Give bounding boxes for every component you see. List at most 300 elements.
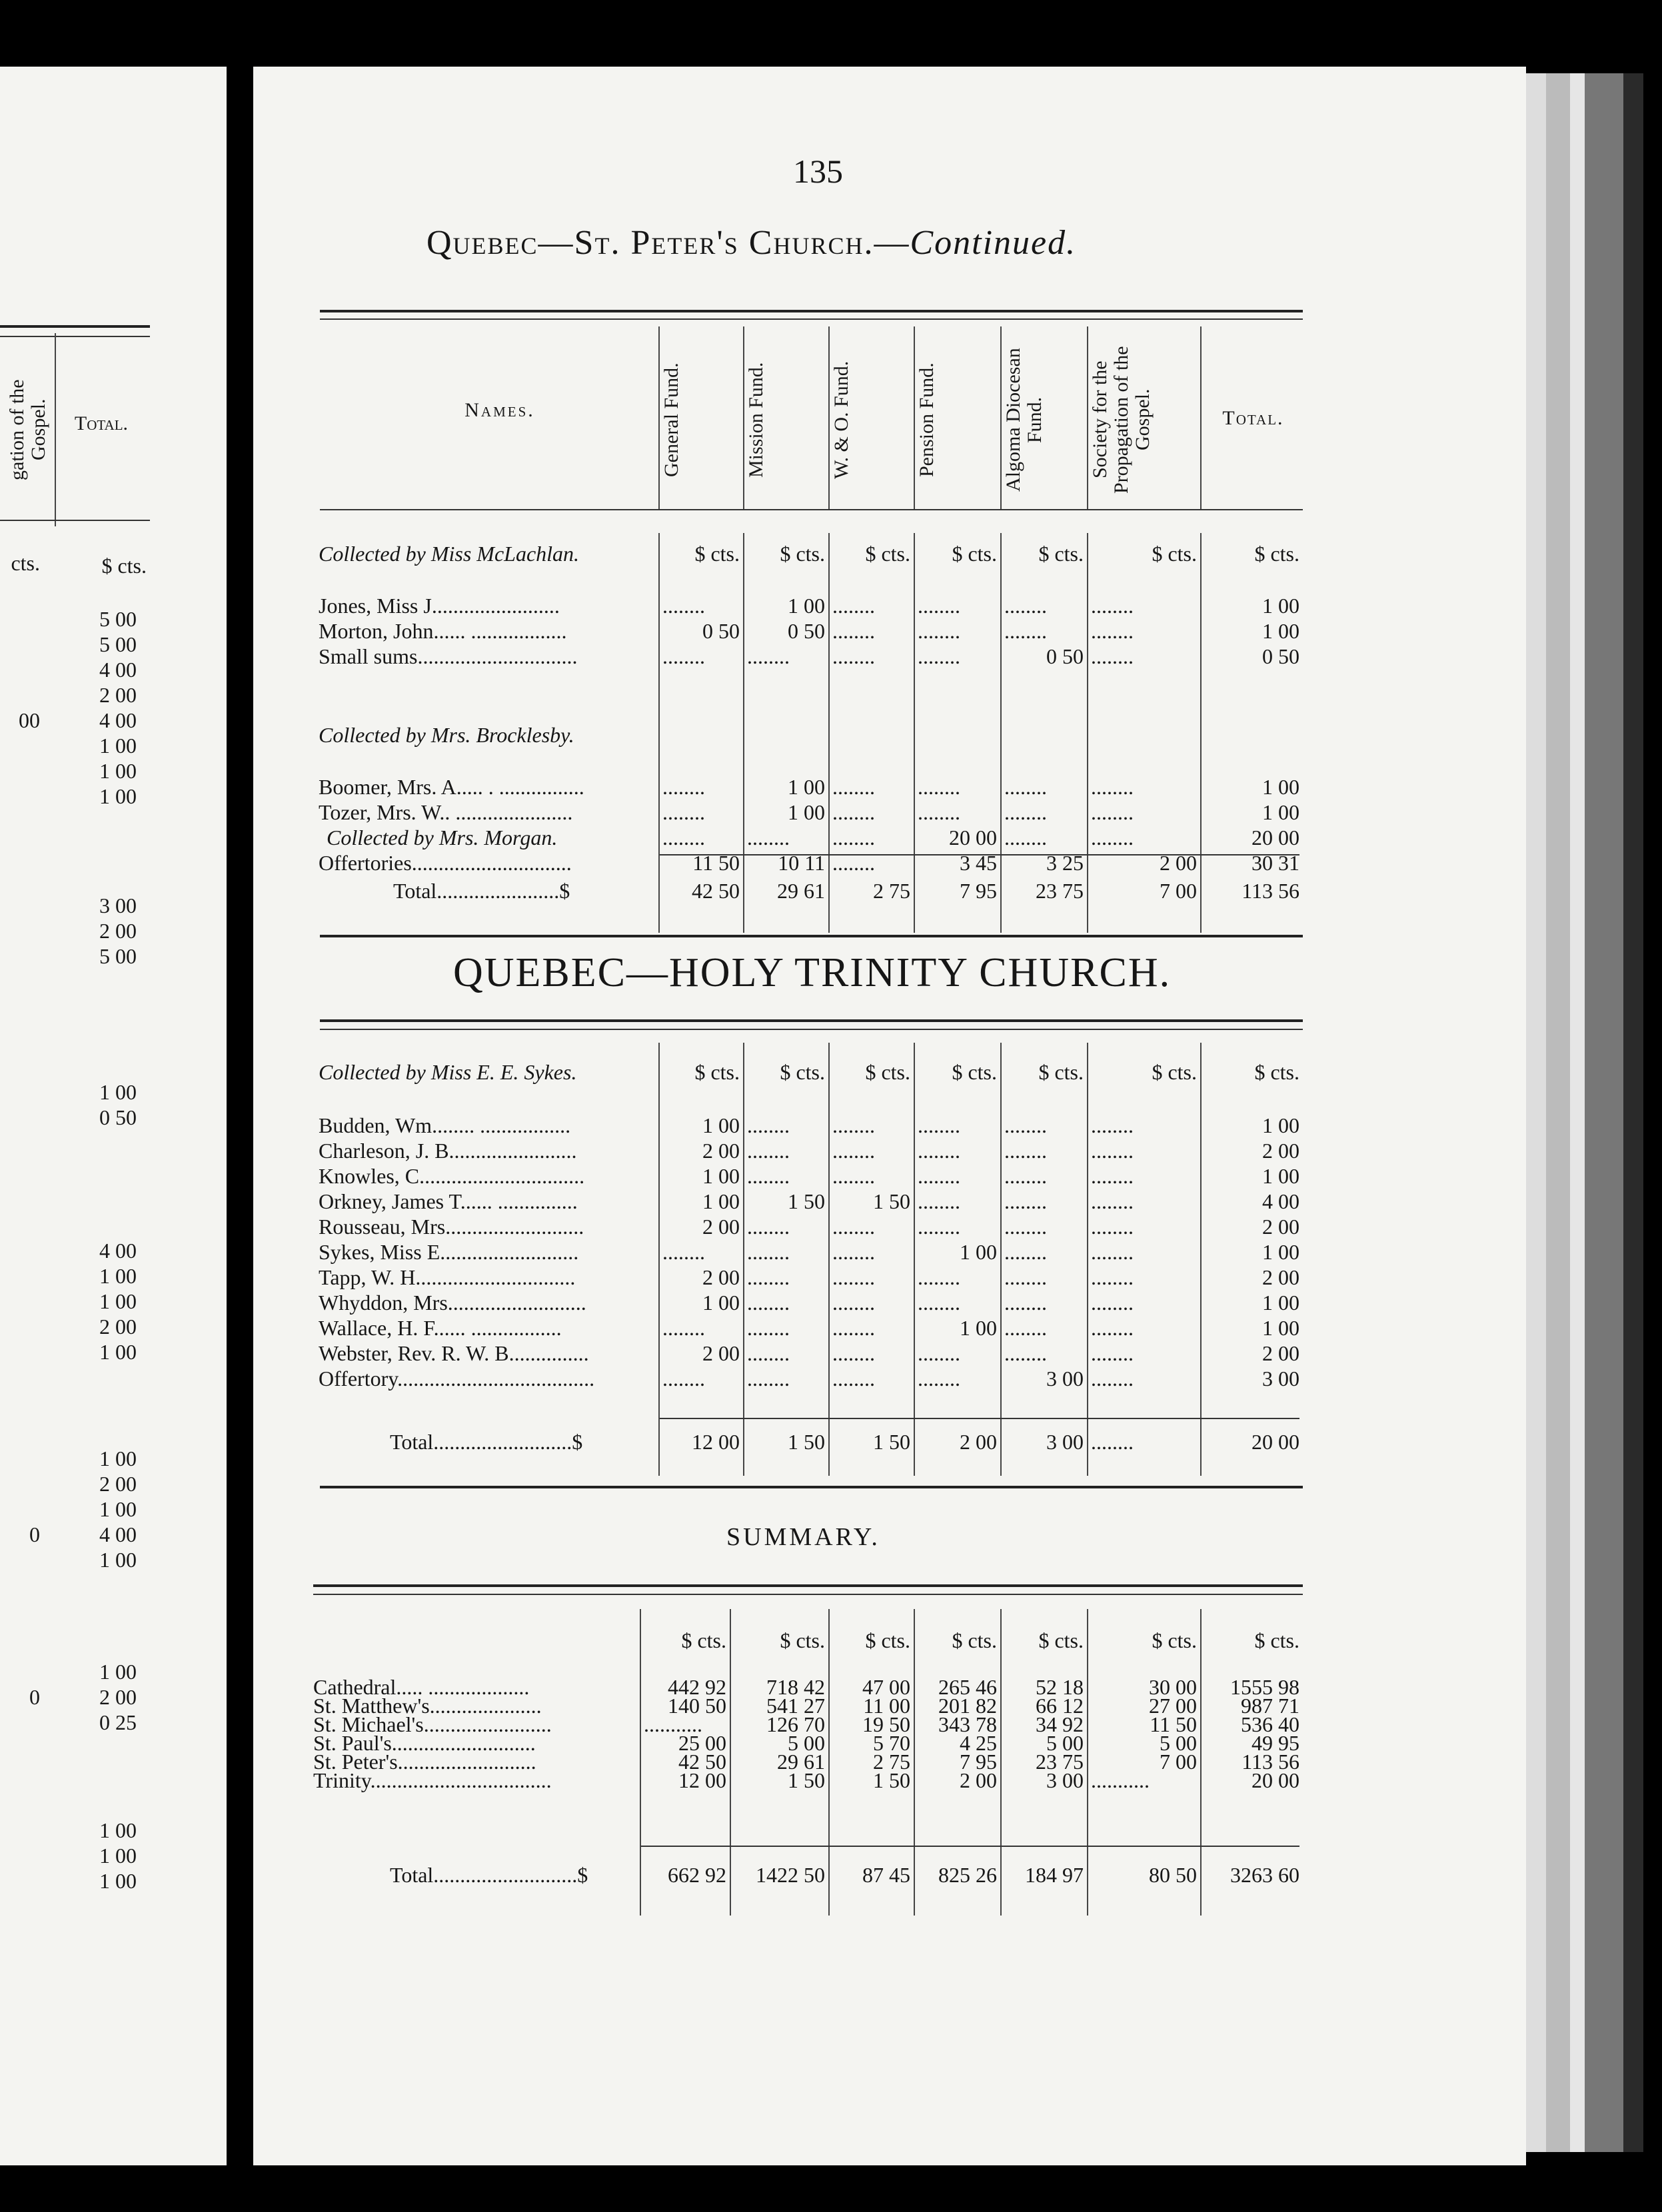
column-rule bbox=[1087, 1609, 1088, 1916]
total-value: 1 50 bbox=[873, 1430, 910, 1454]
unit-label: $ cts. bbox=[1254, 1060, 1299, 1084]
row-name: Rousseau, Mrs.......................... bbox=[319, 1215, 584, 1239]
left-total-value: 2 00 bbox=[99, 683, 137, 707]
cell-leader: ........ bbox=[662, 826, 705, 849]
total-value: 3 00 bbox=[1046, 1430, 1084, 1454]
cell-leader: ........ bbox=[918, 1341, 960, 1365]
column-header: General Fund. bbox=[660, 362, 682, 477]
cell-leader: ........ bbox=[747, 644, 790, 668]
total-value: 20 00 bbox=[1251, 1430, 1299, 1454]
left-total-value: 1 00 bbox=[99, 1869, 137, 1893]
left-total-value: 1 00 bbox=[99, 1497, 137, 1521]
cell-leader: ........ bbox=[1091, 1164, 1134, 1188]
unit-label: $ cts. bbox=[1254, 542, 1299, 566]
cell-leader: ........ bbox=[1004, 1291, 1047, 1315]
cell-value: 11 50 bbox=[1150, 1712, 1197, 1736]
column-rule bbox=[828, 326, 830, 510]
cell-leader: ........ bbox=[1004, 775, 1047, 799]
rule bbox=[320, 935, 1303, 937]
rule bbox=[313, 1584, 1303, 1587]
section-title-st-peters bbox=[426, 223, 1076, 263]
cell-leader: ........ bbox=[1004, 1341, 1047, 1365]
cell-value: 442 92 bbox=[668, 1675, 726, 1699]
left-total-value: 2 00 bbox=[99, 919, 137, 943]
cell-leader: ........ bbox=[662, 775, 705, 799]
total-value: 7 95 bbox=[960, 879, 997, 903]
row-name: Trinity.................................. bbox=[313, 1768, 552, 1792]
rule bbox=[641, 1846, 1299, 1847]
cell-value: 1 00 bbox=[702, 1189, 740, 1213]
column-rule bbox=[1087, 1043, 1088, 1476]
cell-value: 27 00 bbox=[1149, 1694, 1197, 1718]
unit-label: $ cts. bbox=[694, 1060, 740, 1084]
cell-leader: ........ bbox=[832, 619, 875, 643]
cell-leader: ........ bbox=[918, 1215, 960, 1239]
column-rule bbox=[743, 326, 744, 510]
cell-leader: ........ bbox=[918, 1164, 960, 1188]
cell-value: 19 50 bbox=[862, 1712, 910, 1736]
left-cts: $ cts. bbox=[101, 554, 147, 578]
cell-value: 3 00 bbox=[1046, 1768, 1084, 1792]
cell-leader: ........ bbox=[1091, 1291, 1134, 1315]
cell-value: 1 00 bbox=[788, 800, 825, 824]
left-total-value: 1 00 bbox=[99, 784, 137, 808]
cell-value: 1 50 bbox=[788, 1189, 825, 1213]
cell-leader: ........ bbox=[662, 644, 705, 668]
total-value: 42 50 bbox=[692, 879, 740, 903]
cell-leader: ........ bbox=[747, 1113, 790, 1137]
cell-leader: ........ bbox=[747, 1164, 790, 1188]
cell-leader: ........ bbox=[1004, 1164, 1047, 1188]
unit-label: $ cts. bbox=[952, 1628, 997, 1652]
row-name: Wallace, H. F...... ................. bbox=[319, 1316, 562, 1340]
total-label: Total...........................$ bbox=[390, 1863, 588, 1887]
cell-value: 20 00 bbox=[1251, 826, 1299, 849]
cell-value: 1 00 bbox=[960, 1316, 997, 1340]
cell-leader: ........ bbox=[832, 644, 875, 668]
row-name: St. Peter's.......................... bbox=[313, 1750, 536, 1774]
total-value: 3263 60 bbox=[1230, 1863, 1299, 1887]
cell-value: 30 00 bbox=[1149, 1675, 1197, 1699]
cell-leader: ........ bbox=[747, 1367, 790, 1390]
cell-value: 1 00 bbox=[1262, 594, 1299, 618]
column-rule bbox=[658, 326, 660, 510]
cell-value: 10 11 bbox=[778, 851, 825, 875]
cell-value: 2 00 bbox=[1160, 851, 1197, 875]
left-total-value: 1 00 bbox=[99, 734, 137, 758]
row-name: Charleson, J. B........................ bbox=[319, 1139, 577, 1163]
cell-leader: ........ bbox=[832, 800, 875, 824]
cell-value: 2 00 bbox=[1262, 1265, 1299, 1289]
total-label: Total..........................$ bbox=[390, 1430, 583, 1454]
left-total-header: Total. bbox=[74, 412, 129, 434]
cell-value: 343 78 bbox=[938, 1712, 997, 1736]
left-total-value: 2 00 bbox=[99, 1685, 137, 1709]
section-title-holy-trinity: QUEBEC—HOLY TRINITY CHURCH. bbox=[453, 950, 1172, 995]
left-col-header: gation of the Gospel. bbox=[6, 379, 49, 480]
cell-value: 1555 98 bbox=[1230, 1675, 1299, 1699]
left-total-value: 4 00 bbox=[99, 1239, 137, 1263]
cell-value: 0 50 bbox=[788, 619, 825, 643]
cell-leader: ........ bbox=[747, 1240, 790, 1264]
left-total-value: 1 00 bbox=[99, 1080, 137, 1104]
cell-leader: ........ bbox=[918, 775, 960, 799]
row-name: Collected by Mrs. Morgan. bbox=[327, 826, 558, 849]
total-value: 2 00 bbox=[960, 1430, 997, 1454]
row-name: Boomer, Mrs. A..... . ................ bbox=[319, 775, 584, 799]
left-total-value: 5 00 bbox=[99, 632, 137, 656]
cell-leader: ........ bbox=[918, 1291, 960, 1315]
column-header: W. & O. Fund. bbox=[830, 360, 852, 479]
cell-value: 1 00 bbox=[788, 775, 825, 799]
row-name: Morton, John...... .................. bbox=[319, 619, 567, 643]
left-total-value: 1 00 bbox=[99, 759, 137, 783]
cell-leader: ........ bbox=[1091, 644, 1134, 668]
total-value: 7 00 bbox=[1160, 879, 1197, 903]
cell-value: 25 00 bbox=[678, 1731, 726, 1755]
column-rule bbox=[1000, 326, 1002, 510]
row-name: Small sums.............................. bbox=[319, 644, 578, 668]
title-text: Quebec—St. Peter's Church.— bbox=[426, 224, 910, 262]
cell-value: 140 50 bbox=[668, 1694, 726, 1718]
rule bbox=[660, 854, 1299, 855]
cell-leader: ........ bbox=[747, 1341, 790, 1365]
cell-leader: ........ bbox=[832, 826, 875, 849]
cell-leader: ........ bbox=[662, 594, 705, 618]
cell-value: 113 56 bbox=[1242, 1750, 1299, 1774]
cell-leader: ........ bbox=[1004, 1139, 1047, 1163]
cell-leader: ........ bbox=[1091, 1430, 1134, 1454]
cell-leader: ........ bbox=[918, 1265, 960, 1289]
cell-leader: ........ bbox=[1004, 800, 1047, 824]
total-value: 12 00 bbox=[692, 1430, 740, 1454]
cell-leader: ........ bbox=[1091, 1189, 1134, 1213]
cell-leader: ........ bbox=[1091, 1367, 1134, 1390]
left-total-value: 1 00 bbox=[99, 1446, 137, 1470]
column-rule bbox=[1087, 533, 1088, 933]
cell-value: 47 00 bbox=[862, 1675, 910, 1699]
column-rule bbox=[658, 1043, 660, 1476]
cell-value: 30 31 bbox=[1251, 851, 1299, 875]
unit-label: $ cts. bbox=[780, 1060, 825, 1084]
cell-value: 1 50 bbox=[788, 1768, 825, 1792]
cell-value: 2 00 bbox=[702, 1215, 740, 1239]
cell-leader: ........ bbox=[832, 1291, 875, 1315]
cell-value: 1 00 bbox=[1262, 1240, 1299, 1264]
row-name: Tozer, Mrs. W.. ...................... bbox=[319, 800, 573, 824]
cell-value: 1 00 bbox=[960, 1240, 997, 1264]
names-header: Names. bbox=[464, 399, 535, 421]
unit-label: $ cts. bbox=[780, 542, 825, 566]
row-name: Sykes, Miss E.......................... bbox=[319, 1240, 579, 1264]
rule bbox=[320, 310, 1303, 312]
cell-leader: ........ bbox=[1091, 1316, 1134, 1340]
rule bbox=[0, 325, 150, 328]
cell-value: 1 00 bbox=[702, 1291, 740, 1315]
cell-leader: ........ bbox=[918, 1113, 960, 1137]
cell-leader: ........ bbox=[918, 619, 960, 643]
cell-leader: ........ bbox=[1004, 1316, 1047, 1340]
total-value: 29 61 bbox=[777, 879, 825, 903]
unit-label: $ cts. bbox=[1038, 542, 1084, 566]
cell-value: 1 00 bbox=[702, 1113, 740, 1137]
unit-label: $ cts. bbox=[694, 542, 740, 566]
cell-leader: ........ bbox=[832, 1215, 875, 1239]
cell-leader: ........ bbox=[747, 1316, 790, 1340]
left-total-value: 5 00 bbox=[99, 944, 137, 968]
row-name: Budden, Wm........ ................. bbox=[319, 1113, 571, 1137]
column-header: Pension Fund. bbox=[916, 362, 938, 477]
cell-leader: ........ bbox=[747, 826, 790, 849]
cell-leader: ........ bbox=[1004, 1265, 1047, 1289]
cell-value: 1 50 bbox=[873, 1768, 910, 1792]
rule bbox=[320, 1029, 1303, 1030]
page-edge bbox=[1623, 73, 1643, 2152]
left-total-value: 0 25 bbox=[99, 1710, 137, 1734]
row-name: St. Matthew's..................... bbox=[313, 1694, 542, 1718]
row-name: St. Paul's........................... bbox=[313, 1731, 536, 1755]
cell-value: 1 00 bbox=[702, 1164, 740, 1188]
cell-value: 541 27 bbox=[766, 1694, 825, 1718]
cell-leader: ........ bbox=[832, 594, 875, 618]
cell-leader: ........ bbox=[832, 1316, 875, 1340]
cell-leader: ........ bbox=[1091, 800, 1134, 824]
left-total-value: 1 00 bbox=[99, 1340, 137, 1364]
left-total-value: 3 00 bbox=[99, 893, 137, 917]
cell-value: 34 92 bbox=[1036, 1712, 1084, 1736]
column-rule bbox=[914, 326, 915, 510]
cell-leader: ........ bbox=[1091, 1139, 1134, 1163]
cell-leader: ........ bbox=[1004, 1189, 1047, 1213]
unit-label: $ cts. bbox=[1038, 1628, 1084, 1652]
total-value: 825 26 bbox=[938, 1863, 997, 1887]
cell-value: 4 00 bbox=[1262, 1189, 1299, 1213]
total-value: 87 45 bbox=[862, 1863, 910, 1887]
page-edge bbox=[1570, 73, 1585, 2152]
page-edge bbox=[1526, 73, 1546, 2152]
row-name: Tapp, W. H.............................. bbox=[319, 1265, 576, 1289]
cell-value: 2 00 bbox=[702, 1139, 740, 1163]
cell-value: 5 00 bbox=[1046, 1731, 1084, 1755]
cell-leader: ........ bbox=[918, 594, 960, 618]
cell-value: 42 50 bbox=[678, 1750, 726, 1774]
unit-label: $ cts. bbox=[1038, 1060, 1084, 1084]
row-name: Whyddon, Mrs.......................... bbox=[319, 1291, 586, 1315]
cell-value: 11 00 bbox=[863, 1694, 910, 1718]
total-value: 1422 50 bbox=[756, 1863, 825, 1887]
column-rule bbox=[658, 533, 660, 933]
column-header: Mission Fund. bbox=[745, 362, 767, 478]
cell-leader: ........ bbox=[1091, 1265, 1134, 1289]
cell-value: 1 00 bbox=[1262, 775, 1299, 799]
total-value: 662 92 bbox=[668, 1863, 726, 1887]
left-total-value: 4 00 bbox=[99, 1522, 137, 1546]
cell-value: 52 18 bbox=[1036, 1675, 1084, 1699]
cell-value: 1 00 bbox=[1262, 1316, 1299, 1340]
cell-value: 2 00 bbox=[1262, 1341, 1299, 1365]
cell-leader: ........ bbox=[918, 644, 960, 668]
cell-leader: ........ bbox=[1091, 1113, 1134, 1137]
column-rule bbox=[1000, 533, 1002, 933]
page-number: 135 bbox=[793, 153, 843, 190]
unit-label: $ cts. bbox=[1152, 1060, 1197, 1084]
cell-leader: ........ bbox=[1091, 826, 1134, 849]
left-total-value: 1 00 bbox=[99, 1818, 137, 1842]
cell-value: 126 70 bbox=[766, 1712, 825, 1736]
cell-leader: ........ bbox=[662, 1367, 705, 1390]
cell-value: 0 50 bbox=[1046, 644, 1084, 668]
column-rule bbox=[1200, 533, 1202, 933]
cell-value: 2 00 bbox=[702, 1265, 740, 1289]
rule bbox=[313, 1594, 1303, 1595]
row-name: Offertories.............................. bbox=[319, 851, 572, 875]
cell-leader: ........ bbox=[747, 1215, 790, 1239]
collector-label: Collected by Miss McLachlan. bbox=[319, 542, 580, 566]
total-value: 1 50 bbox=[788, 1430, 825, 1454]
left-total-value: 5 00 bbox=[99, 607, 137, 631]
left-total-value: 2 00 bbox=[99, 1315, 137, 1339]
cell-value: 265 46 bbox=[938, 1675, 997, 1699]
cell-leader: ........ bbox=[662, 1240, 705, 1264]
cell-value: 0 50 bbox=[702, 619, 740, 643]
cell-value: 2 00 bbox=[1262, 1215, 1299, 1239]
rule bbox=[660, 1418, 1299, 1419]
total-value: 2 75 bbox=[873, 879, 910, 903]
cell-value: 4 25 bbox=[960, 1731, 997, 1755]
total-value: 80 50 bbox=[1149, 1863, 1197, 1887]
left-total-value: 0 50 bbox=[99, 1105, 137, 1129]
cell-value: 49 95 bbox=[1251, 1731, 1299, 1755]
column-rule bbox=[1200, 326, 1202, 510]
left-partial-value: 0 bbox=[29, 1522, 40, 1546]
column-header-total: Total. bbox=[1222, 407, 1284, 429]
left-total-value: 4 00 bbox=[99, 658, 137, 682]
unit-label: $ cts. bbox=[780, 1628, 825, 1652]
cell-value: 12 00 bbox=[678, 1768, 726, 1792]
total-label: Total.......................$ bbox=[393, 879, 570, 903]
column-rule bbox=[1000, 1043, 1002, 1476]
unit-label: $ cts. bbox=[865, 1060, 910, 1084]
cell-value: 1 00 bbox=[1262, 1291, 1299, 1315]
page-edge bbox=[1585, 73, 1623, 2152]
left-cts: cts. bbox=[11, 551, 40, 575]
rule bbox=[320, 318, 1303, 320]
cell-leader: ........ bbox=[918, 800, 960, 824]
rule bbox=[0, 336, 150, 337]
cell-value: 66 12 bbox=[1036, 1694, 1084, 1718]
cell-leader: ........ bbox=[1091, 1215, 1134, 1239]
cell-value: 1 00 bbox=[1262, 1164, 1299, 1188]
cell-value: 23 75 bbox=[1036, 1750, 1084, 1774]
cell-value: 20 00 bbox=[949, 826, 997, 849]
cell-value: 2 00 bbox=[1262, 1139, 1299, 1163]
row-name: Offertory..................................... bbox=[319, 1367, 595, 1390]
column-header: Society for the Propagation of the Gospel. bbox=[1089, 346, 1154, 494]
cell-value: 20 00 bbox=[1251, 1768, 1299, 1792]
cell-value: 1 00 bbox=[1262, 1113, 1299, 1137]
left-total-value: 1 00 bbox=[99, 1264, 137, 1288]
total-value: 23 75 bbox=[1036, 879, 1084, 903]
total-value: 184 97 bbox=[1025, 1863, 1084, 1887]
cell-value: 5 70 bbox=[873, 1731, 910, 1755]
left-total-value: 4 00 bbox=[99, 708, 137, 732]
cell-leader: ........ bbox=[1004, 826, 1047, 849]
cell-value: 2 00 bbox=[960, 1768, 997, 1792]
cell-leader: ........ bbox=[747, 1139, 790, 1163]
cell-leader: ........ bbox=[1091, 619, 1134, 643]
cell-leader: ........ bbox=[662, 800, 705, 824]
cell-leader: ........ bbox=[918, 1189, 960, 1213]
cell-leader: ........ bbox=[662, 1316, 705, 1340]
cell-leader: ........ bbox=[1004, 1240, 1047, 1264]
cell-leader: ........ bbox=[832, 1164, 875, 1188]
cell-value: 0 50 bbox=[1262, 644, 1299, 668]
column-header: Algoma Diocesan Fund. bbox=[1002, 348, 1046, 492]
rule bbox=[320, 1486, 1303, 1488]
cell-leader: ........ bbox=[1004, 1113, 1047, 1137]
cell-leader: ........... bbox=[644, 1712, 702, 1736]
left-total-value: 1 00 bbox=[99, 1844, 137, 1868]
cell-value: 1 00 bbox=[1262, 619, 1299, 643]
row-name: Webster, Rev. R. W. B............... bbox=[319, 1341, 589, 1365]
cell-value: 3 25 bbox=[1046, 851, 1084, 875]
unit-label: $ cts. bbox=[952, 542, 997, 566]
unit-label: $ cts. bbox=[952, 1060, 997, 1084]
cell-value: 536 40 bbox=[1241, 1712, 1299, 1736]
cell-value: 29 61 bbox=[777, 1750, 825, 1774]
cell-value: 7 00 bbox=[1160, 1750, 1197, 1774]
cell-value: 1 00 bbox=[1262, 800, 1299, 824]
unit-label: $ cts. bbox=[1152, 542, 1197, 566]
left-partial-value: 00 bbox=[19, 708, 40, 732]
cell-leader: ........ bbox=[832, 1139, 875, 1163]
unit-label: $ cts. bbox=[681, 1628, 726, 1652]
column-rule bbox=[914, 533, 915, 933]
column-rule bbox=[828, 533, 830, 933]
cell-value: 1 00 bbox=[788, 594, 825, 618]
left-partial-value: 0 bbox=[29, 1685, 40, 1709]
column-rule bbox=[1087, 326, 1088, 510]
cell-value: 201 82 bbox=[938, 1694, 997, 1718]
cell-value: 3 00 bbox=[1262, 1367, 1299, 1390]
cell-leader: ........ bbox=[1004, 1215, 1047, 1239]
row-name: Cathedral..... ................... bbox=[313, 1675, 530, 1699]
rule bbox=[320, 509, 1303, 510]
row-name: Knowles, C............................... bbox=[319, 1164, 585, 1188]
unit-label: $ cts. bbox=[865, 1628, 910, 1652]
cell-leader: ........ bbox=[832, 1240, 875, 1264]
rule bbox=[0, 520, 150, 521]
cell-value: 5 00 bbox=[1160, 1731, 1197, 1755]
row-name: St. Michael's........................ bbox=[313, 1712, 552, 1736]
section-title-summary: SUMMARY. bbox=[726, 1523, 880, 1551]
unit-label: $ cts. bbox=[1152, 1628, 1197, 1652]
cell-leader: ........ bbox=[1091, 775, 1134, 799]
cell-leader: ........ bbox=[832, 1341, 875, 1365]
cell-leader: ........ bbox=[918, 1367, 960, 1390]
cell-value: 7 95 bbox=[960, 1750, 997, 1774]
cell-leader: ........ bbox=[832, 851, 875, 875]
cell-value: 5 00 bbox=[788, 1731, 825, 1755]
cell-value: 3 45 bbox=[960, 851, 997, 875]
rule bbox=[320, 1019, 1303, 1022]
column-rule bbox=[1200, 1043, 1202, 1476]
row-name: Orkney, James T...... ............... bbox=[319, 1189, 578, 1213]
cell-leader: ........ bbox=[1004, 594, 1047, 618]
cell-leader: ........ bbox=[1004, 619, 1047, 643]
unit-label: $ cts. bbox=[865, 542, 910, 566]
cell-leader: ........ bbox=[832, 1367, 875, 1390]
